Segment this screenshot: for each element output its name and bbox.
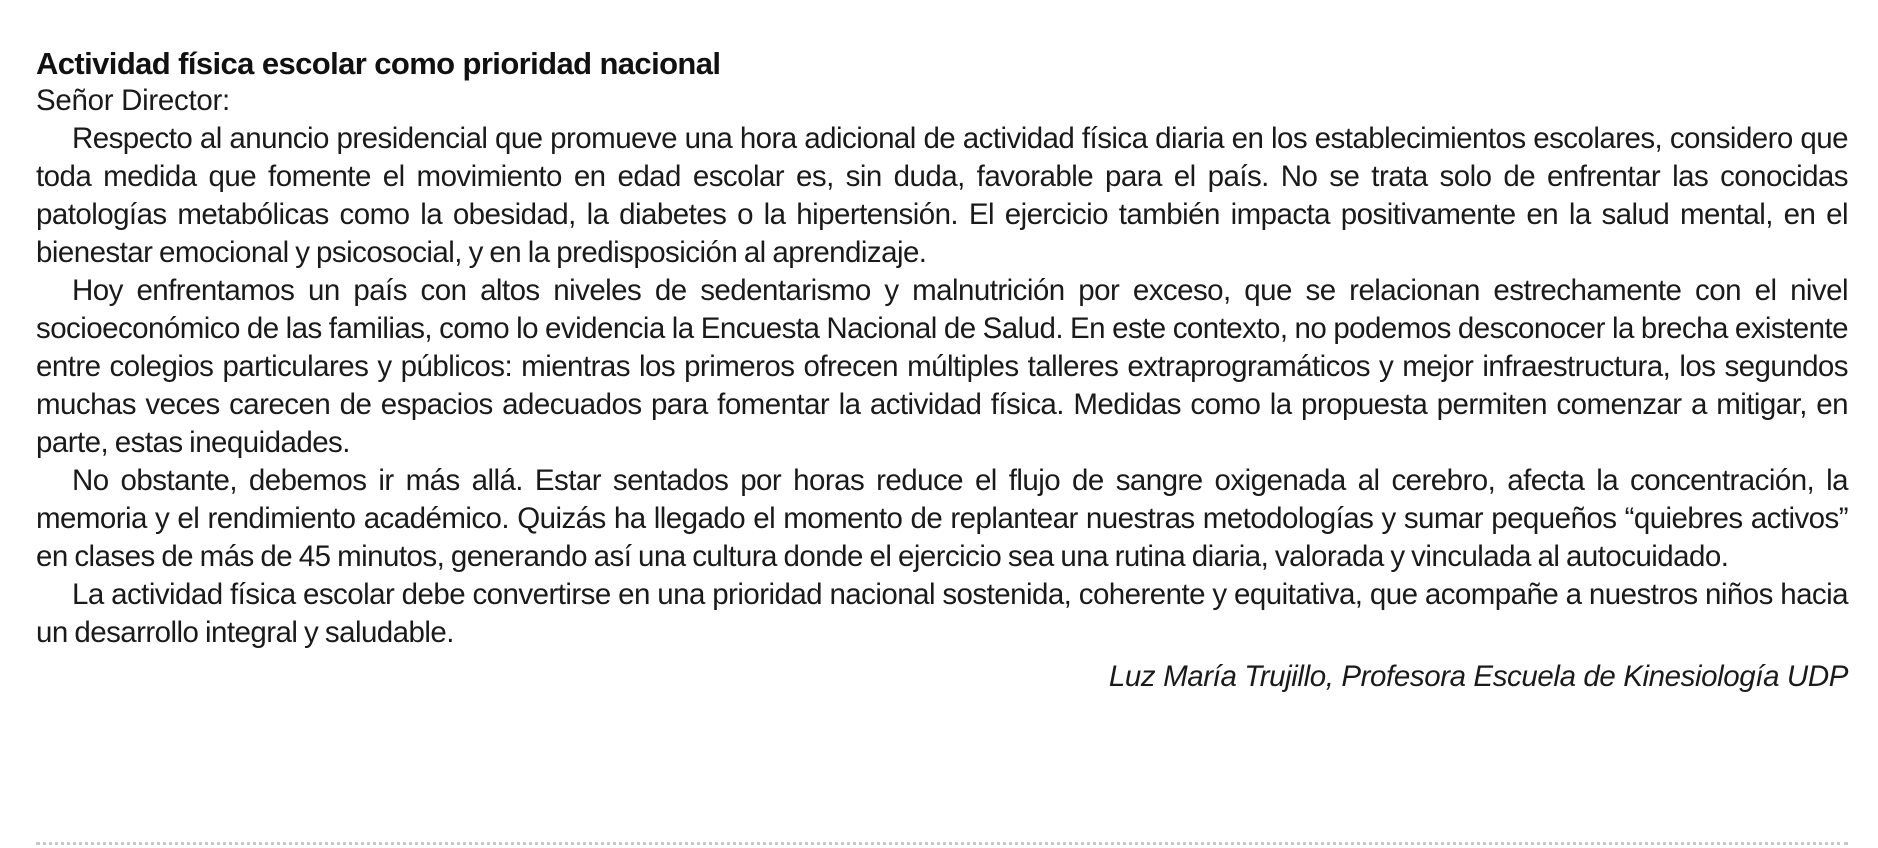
letter-headline: Actividad física escolar como prioridad nacional <box>36 46 721 81</box>
letter-paragraph-1: Respecto al anuncio presidencial que promueve una hora adicional de actividad física diaria en los establecimientos escolares, considero que toda medida que fomente el movimiento en edad escolar es, sin duda, favorable para el país. No se trata solo de enfrentar las conocidas patologías metabólicas como la obesidad, la diabetes o la hipertensión. El ejercicio también impacta positivamente en la salud mental, en el bienestar emocional y psicosocial, y en la predisposición al aprendizaje. <box>36 122 1848 269</box>
letter-paragraph-4: La actividad física escolar debe convertirse en una prioridad nacional sostenida, coherente y equitativa, que acompañe a nuestros niños hacia un desarrollo integral y saludable. <box>36 578 1848 649</box>
dotted-divider <box>36 842 1848 845</box>
letter-paragraph-3: No obstante, debemos ir más allá. Estar sentados por horas reduce el flujo de sangre oxigenada al cerebro, afecta la concentración, la memoria y el rendimiento académico. Quizás ha llegado el momento de replantear nuestras metodologías y sumar pequeños “quiebres activos” en clases de más de 45 minutos, generando así una cultura donde el ejercicio sea una rutina diaria, valorada y vinculada al autocuidado. <box>36 464 1848 573</box>
letter-paragraph-2: Hoy enfrentamos un país con altos niveles de sedentarismo y malnutrición por exceso, que se relacionan estrechamente con el nivel socioeconómico de las familias, como lo evidencia la Encuesta Nacional de Salud. En este contexto, no podemos desconocer la brecha existente entre colegios particulares y públicos: mientras los primeros ofrecen múltiples talleres extraprogramáticos y mejor infraestructura, los segundos muchas veces carecen de espacios adecuados para fomentar la actividad física. Medidas como la propuesta permiten comenzar a mitigar, en parte, estas inequidades. <box>36 274 1848 459</box>
letter-to-editor <box>36 46 1848 696</box>
letter-salutation: Señor Director: <box>36 84 230 117</box>
letter-signature: Luz María Trujillo, Profesora Escuela de Kinesiología UDP <box>1108 660 1848 693</box>
